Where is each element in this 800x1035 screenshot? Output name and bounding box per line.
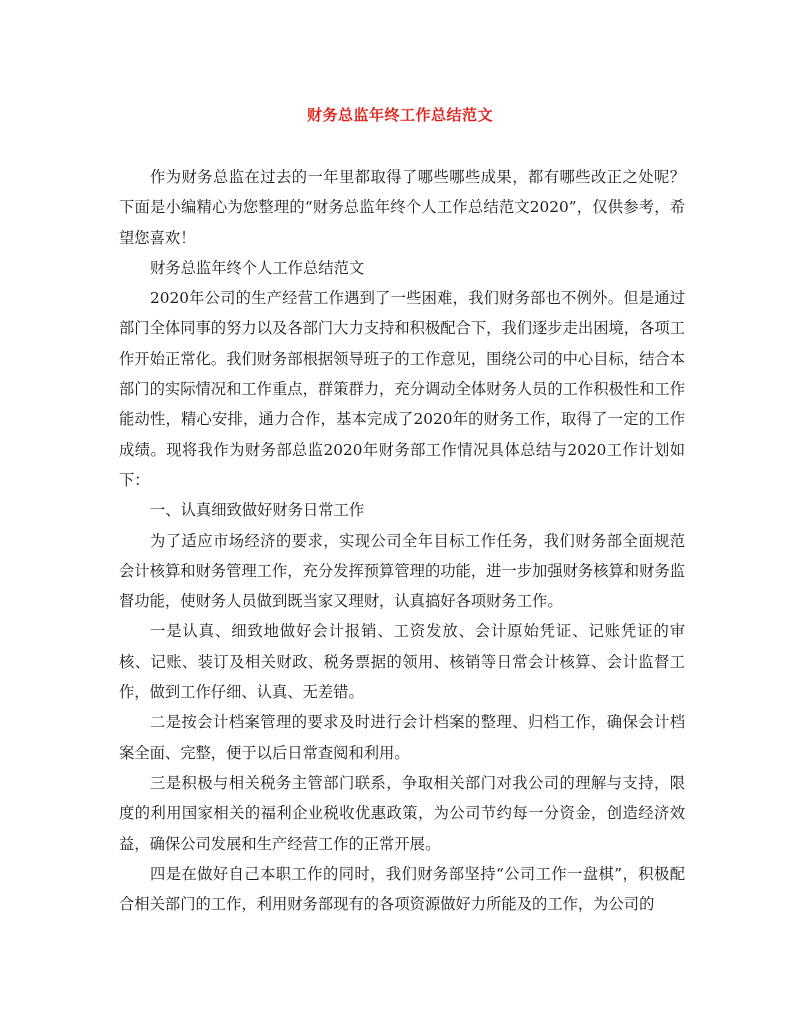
paragraph-point-3: 三是积极与相关税务主管部门联系，争取相关部门对我公司的理解与支持，限度的利用国家相关的福利企业税收优惠政策，为公司节约每一分资金，创造经济效益，确保公司发展和生产经营工作的正常开展。 (119, 773, 685, 853)
paragraph-point-2: 二是按会计档案管理的要求及时进行会计档案的整理、归档工作，确保会计档案全面、完整，便于以后日常查阅和利用。 (119, 713, 685, 762)
paragraph-section-1: 为了适应市场经济的要求，实现公司全年目标工作任务，我们财务部全面规范会计核算和财务管理工作，充分发挥预算管理的功能，进一步加强财务核算和财务监督功能，使财务人员做到既当家又理财，认真搞好各项财务工作。 (119, 531, 685, 611)
paragraph-point-1: 一是认真、细致地做好会计报销、工资发放、会计原始凭证、记账凭证的审核、记账、装订及相关财政、税务票据的领用、核销等日常会计核算、会计监督工作，做到工作仔细、认真、无差错。 (119, 622, 685, 702)
document-title: 财务总监年终工作总结范文 (306, 106, 493, 124)
paragraph-heading: 财务总监年终个人工作总结范文 (150, 258, 365, 277)
paragraph-overview: 2020年公司的生产经营工作遇到了一些困难，我们财务部也不例外。但是通过部门全体同事的努力以及各部门大力支持和积极配合下，我们逐步走出困境，各项工作开始正常化。我们财务部根据领导班子的工作意见，围绕公司的中心目标，结合本部门的实际情况和工作重点，群策群力，充分调动全体财务人员的工作积极性和工作能动性，精心安排，通力合作，基本完成了2020年的财务工作，取得了一定的工作成绩。现将我作为财务部总监2020年财务部工作情况具体总结与2020工作计划如下： (119, 289, 685, 489)
document-body (119, 162, 685, 919)
paragraph-intro: 作为财务总监在过去的一年里都取得了哪些哪些成果，都有哪些改正之处呢？下面是小编精心为您整理的“财务总监年终个人工作总结范文2020”，仅供参考，希望您喜欢！ (119, 168, 685, 247)
section-heading-1: 一、认真细致做好财务日常工作 (150, 501, 365, 520)
paragraph-point-4: 四是在做好自己本职工作的同时，我们财务部坚持“公司工作一盘棋”，积极配合相关部门的工作，利用财务部现有的各项资源做好力所能及的工作，为公司的 (119, 864, 685, 914)
